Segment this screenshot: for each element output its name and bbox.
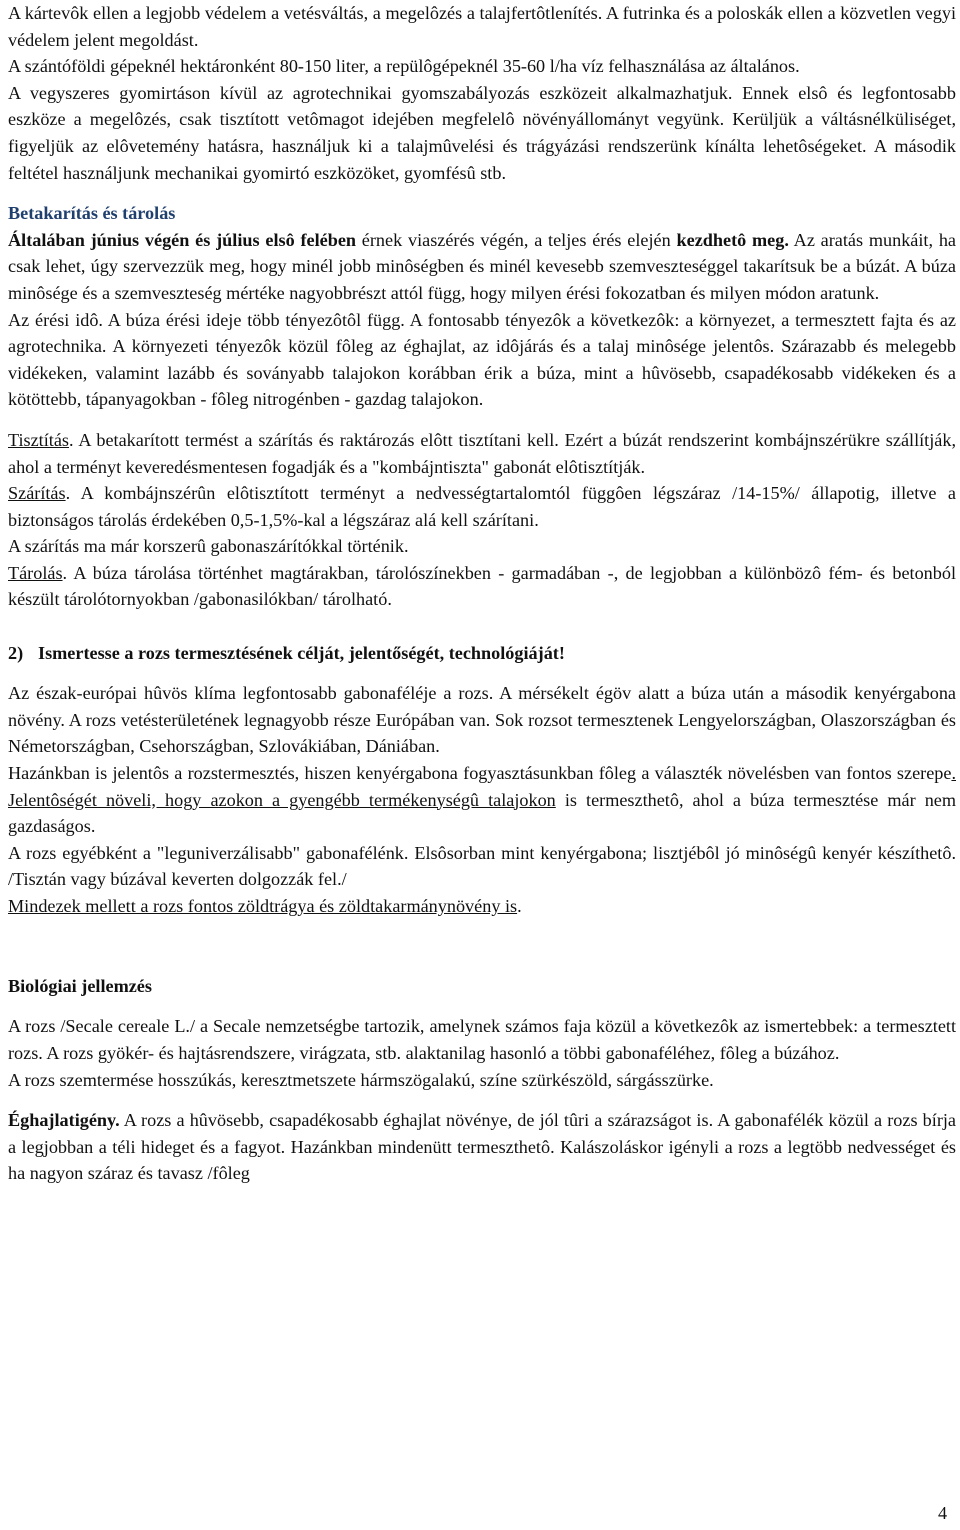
label-storage: Tárolás [8,562,63,583]
question-number: 2) [8,642,24,663]
paragraph-ripening-time: Az érési idô. A búza érési ideje több tényezôtôl függ. A fontosabb tényezôk a következôk: a környezet, a termesztett fajta és az agrotechnika. A környezeti tényezôk közül fôleg az éghajlat, az idôjárás és a talaj minôsége jelentôs. Szárazabb és melegebb vidékeken, valamint lazább és soványabb talajokon korábban érik a búza, mint a hûvösebb, csapadékosabb vidékeken és a kötöttebb, tápanyagokban - fôleg nitrogénben - gazdag talajokon. [8,309,956,410]
section-heading-biology: Biológiai jellemzés [8,975,152,996]
paragraph-harvest-intro: Általában június végén és július elsô felében érnek viaszérés végén, a teljes érés elején kezdhetô meg. Az aratás munkáit, ha csak lehet, úgy szervezzük meg, hogy minél jobb minôségben és minél kevesebb szemveszteséggel takarítsuk be a búzát. A búza minôsége és a szemveszteség mértéke nagyobbrészt attól függ, hogy milyen érési fokozatban és milyen módon aratunk. [8,229,956,303]
label-drying: Szárítás [8,483,66,504]
paragraph-water-usage: A szántóföldi gépeknél hektáronként 80-150 liter, a repülôgépeknél 35-60 l/ha víz felhasználása az általános. [8,56,800,77]
label-cleaning: Tisztítás [8,429,69,450]
paragraph-weed-control: A vegyszeres gyomirtáson kívül az agrotechnikai gyomszabályozás eszközeit alkalmazhatjuk. Ennek elsô és legfontosabb eszköze a megelôzés, csak tisztított vetômagot idejében megfelelô növényállományt vegyünk. Kerüljük a váltásnélküliséget, figyeljük az elôvetemény hatásra, használjuk ki a talajmûvelési és trágyázási rendszerünk kínálta lehetôségeket. A második feltétel használjunk mechanikai gyomirtó eszközöket, gyomfésû stb. [8,82,956,183]
bold-can-begin: kezdhetô meg. [676,229,789,250]
bold-harvest-time: Általában június végén és július elsô felében [8,229,357,250]
question-heading [8,640,956,667]
page-number: 4 [938,1503,948,1523]
paragraph-rye-green-manure: Mindezek mellett a rozs fontos zöldtrágya és zöldtakarmánynövény is. [8,896,522,916]
question-text: Ismertesse a rozs termesztésének célját, jelentőségét, technológiáját! [38,642,565,663]
paragraph-drying-2: A szárítás ma már korszerû gabonaszárítókkal történik. [8,536,409,557]
paragraph-biology-1: A rozs /Secale cereale L./ a Secale nemzetségbe tartozik, amelynek számos faja közül a következôk az ismertebbek: a termesztett rozs. A rozs gyökér- és hajtásrendszere, virágzata, stb. alaktanilag hasonló a többi gabonaféléhez, fôleg a búzához. [8,1016,956,1063]
paragraph-drying: Szárítás. A kombájnszérûn elôtisztított terményt a nedvességtartalomtól függôen légszáraz /14-15%/ állapotig, illetve a biztonságos tárolás érdekében 0,5-1,5%-kal a légszáraz alá kell szárítani. [8,483,956,530]
paragraph-rye-hungary: Hazánkban is jelentôs a rozstermesztés, hiszen kenyérgabona fogyasztásunkban fôleg a választék növelésben van fontos szerepe. Jelentôségét növeli, hogy azokon a gyengébb termékenységû talajokon is termeszthetô, ahol a búza termesztése már nem gazdaságos. [8,763,957,837]
paragraph-rye-universal: A rozs egyébként a "leguniverzálisabb" gabonafélénk. Elsôsorban mint kenyérgabona; lisztjébôl jó minôségû kenyér készíthetô. /Tisztán vagy búzával keverten dolgozzák fel./ [8,842,956,890]
document-page [8,0,956,1187]
paragraph-pest-control: A kártevôk ellen a legjobb védelem a vetésváltás, a megelôzés a talajfertôtlenítés. A futrinka és a poloskák ellen a közvetlen vegyi védelem jelent megoldást. [8,3,956,50]
paragraph-cleaning: Tisztítás. A betakarított termést a szárítás és raktározás elôtt tisztítani kell. Ezért a búzát rendszerint kombájnszérükre szállítják, ahol a terményt keveredésmentesen fogadják és a "kombájntiszta" gabonát elôtisztítják. [8,429,956,477]
label-climate: Éghajlatigény. [8,1110,120,1131]
paragraph-climate: Éghajlatigény. A rozs a hûvösebb, csapadékosabb éghajlat növénye, de jól tûri a szárazságot is. A gabonafélék közül a rozs bírja a legjobban a téli hideget és a fagyot. Hazánkban mindenütt termeszthetô. Kalászoláskor igényli a rozs a legtöbb nedvességet és ha nagyon száraz és tavasz /fôleg [8,1110,956,1184]
section-heading-harvest: Betakarítás és tárolás [8,203,176,224]
paragraph-biology-2: A rozs szemtermése hosszúkás, keresztmetszete hármszögalakú, színe szürkészöld, sárgásszürke. [8,1069,714,1090]
paragraph-storage: Tárolás. A búza tárolása történhet magtárakban, tárolószínekben - garmadában -, de legjobban a különbözô fém- és betonból készült tárolótornyokban /gabonasilókban/ tárolható. [8,562,956,610]
paragraph-rye-intro: Az észak-európai hûvös klíma legfontosabb gabonaféléje a rozs. A mérsékelt égöv alatt a búza után a második kenyérgabona növény. A rozs vetésterületének legnagyobb része Európában van. Sok rozsot termesztenek Lengyelországban, Olaszországban és Németországban, Csehországban, Szlovákiában, Dániában. [8,683,956,757]
